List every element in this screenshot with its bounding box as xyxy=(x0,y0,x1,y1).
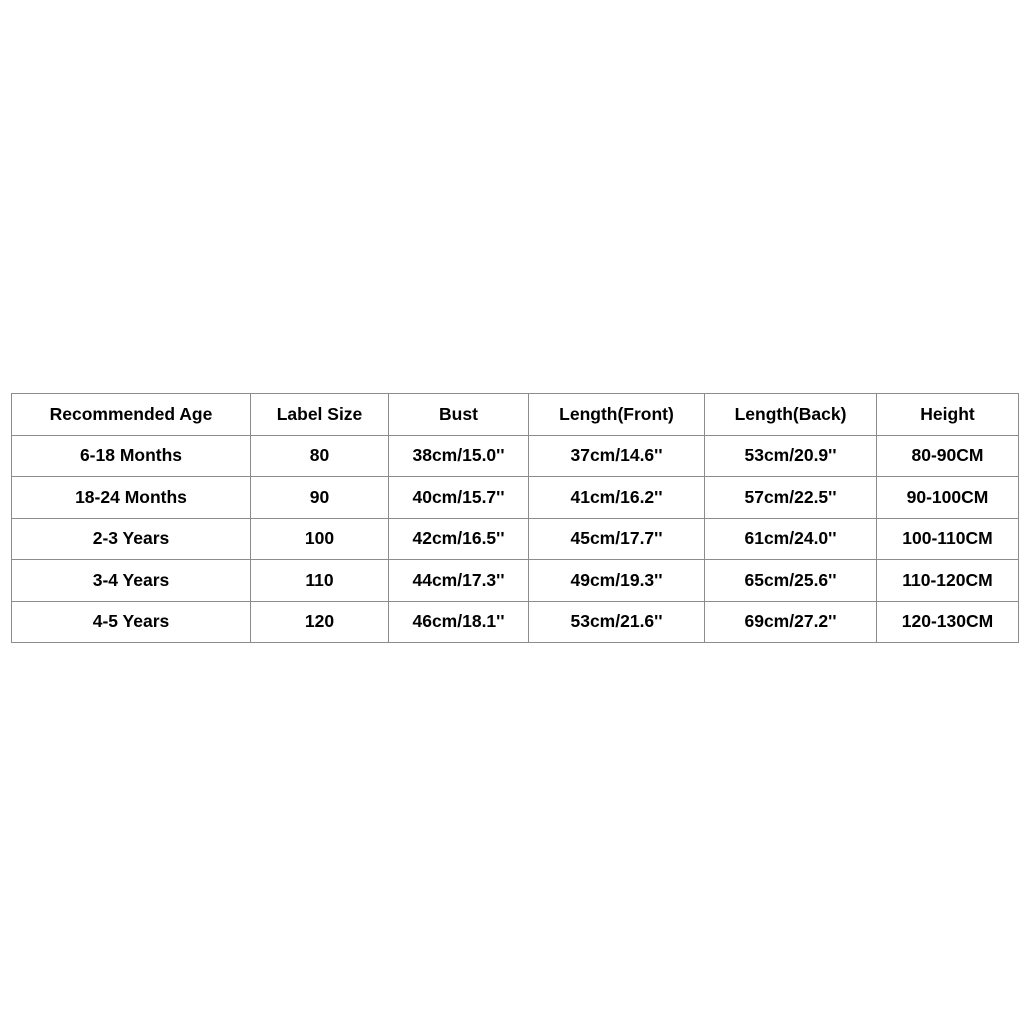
cell-label-size: 90 xyxy=(251,477,389,519)
cell-length-back: 53cm/20.9'' xyxy=(705,435,877,477)
cell-label-size: 100 xyxy=(251,518,389,560)
header-row xyxy=(12,394,1019,436)
cell-bust: 44cm/17.3'' xyxy=(389,560,529,602)
cell-bust: 46cm/18.1'' xyxy=(389,601,529,643)
cell-height: 120-130CM xyxy=(877,601,1019,643)
cell-recommended-age: 6-18 Months xyxy=(12,435,251,477)
table-row xyxy=(12,601,1019,643)
cell-length-front: 49cm/19.3'' xyxy=(529,560,705,602)
table-row xyxy=(12,477,1019,519)
header-length-front: Length(Front) xyxy=(529,394,705,436)
cell-height: 80-90CM xyxy=(877,435,1019,477)
cell-height: 110-120CM xyxy=(877,560,1019,602)
cell-label-size: 80 xyxy=(251,435,389,477)
cell-length-front: 53cm/21.6'' xyxy=(529,601,705,643)
cell-recommended-age: 2-3 Years xyxy=(12,518,251,560)
cell-bust: 40cm/15.7'' xyxy=(389,477,529,519)
header-bust: Bust xyxy=(389,394,529,436)
size-chart-table xyxy=(11,393,1019,643)
cell-recommended-age: 18-24 Months xyxy=(12,477,251,519)
cell-length-back: 61cm/24.0'' xyxy=(705,518,877,560)
cell-length-front: 37cm/14.6'' xyxy=(529,435,705,477)
cell-length-back: 65cm/25.6'' xyxy=(705,560,877,602)
header-height: Height xyxy=(877,394,1019,436)
header-length-back: Length(Back) xyxy=(705,394,877,436)
cell-height: 100-110CM xyxy=(877,518,1019,560)
table-row xyxy=(12,560,1019,602)
cell-length-front: 41cm/16.2'' xyxy=(529,477,705,519)
cell-bust: 38cm/15.0'' xyxy=(389,435,529,477)
cell-length-back: 69cm/27.2'' xyxy=(705,601,877,643)
header-recommended-age: Recommended Age xyxy=(12,394,251,436)
cell-length-front: 45cm/17.7'' xyxy=(529,518,705,560)
cell-label-size: 120 xyxy=(251,601,389,643)
cell-bust: 42cm/16.5'' xyxy=(389,518,529,560)
cell-length-back: 57cm/22.5'' xyxy=(705,477,877,519)
cell-height: 90-100CM xyxy=(877,477,1019,519)
cell-label-size: 110 xyxy=(251,560,389,602)
header-label-size: Label Size xyxy=(251,394,389,436)
cell-recommended-age: 4-5 Years xyxy=(12,601,251,643)
table-row xyxy=(12,518,1019,560)
cell-recommended-age: 3-4 Years xyxy=(12,560,251,602)
table-row xyxy=(12,435,1019,477)
